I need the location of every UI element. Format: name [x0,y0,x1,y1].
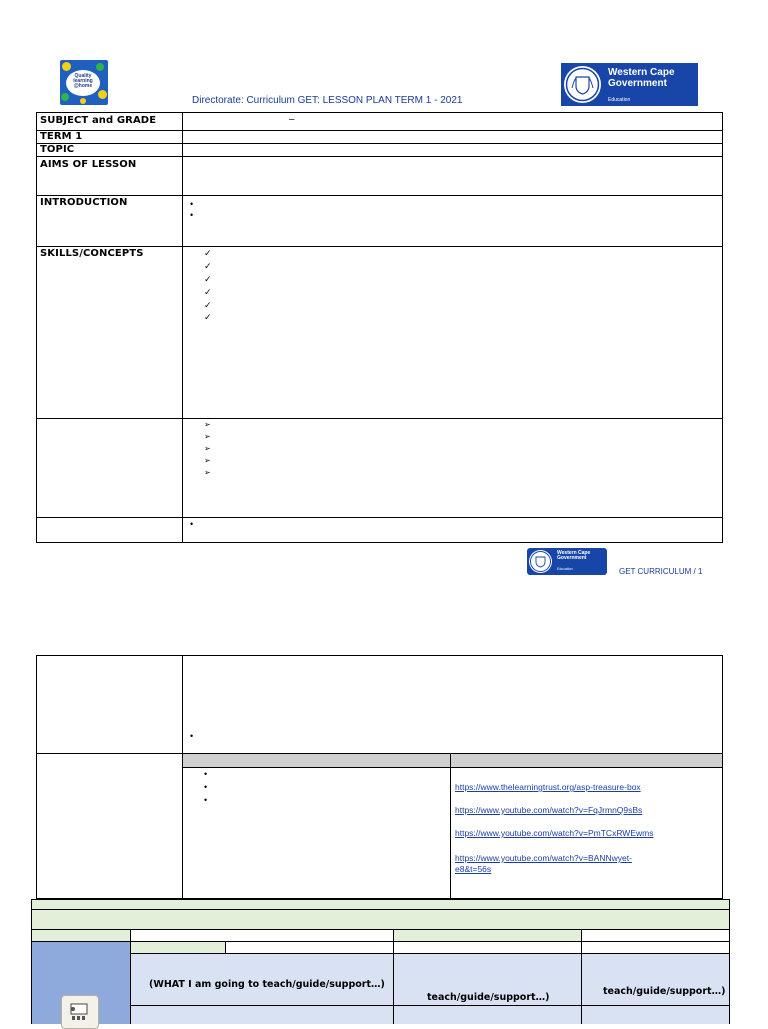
footer-western-cape-logo [527,548,607,575]
aims-label: AIMS OF LESSON [40,159,137,170]
check-icon: ✓ [204,300,212,310]
page-footer-label: GET CURRICULUM / 1 [619,567,703,576]
how-teach-header: teach/guide/support…) [427,992,550,1003]
footer-logo-line2: Government [557,555,587,562]
resource-link-learning-trust[interactable]: https://www.thelearningtrust.org/asp-treasure-box [455,782,641,792]
check-icon: ✓ [204,312,212,322]
bullet: • [190,519,194,529]
wc-logo-sub: Education [608,97,631,103]
footer-logo-line1: Western Cape [557,550,591,556]
check-icon: ✓ [204,274,212,284]
planning-table [31,899,730,1024]
resource-link-youtube-3[interactable]: https://www.youtube.com/watch?v=BANNwyet- [455,853,632,863]
arrow-bullet-icon: ➢ [204,468,211,477]
quality-learning-logo [60,60,108,105]
resource-link-youtube-1[interactable]: https://www.youtube.com/watch?v=FqJrmnQ9sBs [455,805,643,815]
coat-of-arms-icon [529,550,552,573]
skills-concepts-label: SKILLS/CONCEPTS [40,248,144,259]
resources-table [36,655,723,899]
what-teach-header: (WHAT I am going to teach/guide/support…) [149,979,385,990]
arrow-bullet-icon: ➢ [204,432,211,441]
check-icon: ✓ [204,287,212,297]
topic-label: TOPIC [40,144,75,155]
arrow-bullet-icon: ➢ [204,456,211,465]
bullet: • [190,731,194,741]
quality-learning-logo-text: Quality learning @home [66,70,100,96]
bullet: • [204,782,208,792]
arrow-bullet-icon: ➢ [204,444,211,453]
intro-bullet: • [190,210,194,220]
subject-grade-value[interactable]: – [289,114,295,125]
arrow-bullet-icon: ➢ [204,420,211,429]
footer-logo-sub: Education [557,567,573,571]
directorate-heading: Directorate: Curriculum GET: LESSON PLAN TERM 1 - 2021 [192,95,463,106]
resource-link-youtube-2[interactable]: https://www.youtube.com/watch?v=PmTCxRWEwms [455,828,654,838]
lesson-plan-table [36,112,723,543]
support-teach-header: teach/guide/support…) [603,986,726,997]
wc-logo-line1: Western Cape [608,67,675,78]
subject-grade-label: SUBJECT and GRADE [40,115,157,126]
coat-of-arms-icon [564,66,601,103]
introduction-label: INTRODUCTION [40,197,128,208]
term-label: TERM 1 [40,131,83,142]
check-icon: ✓ [204,248,212,258]
resource-link-youtube-3-cont[interactable]: e8&t=56s [455,864,492,874]
bullet: • [204,769,208,779]
bullet: • [204,795,208,805]
wc-logo-line2: Government [608,77,667,89]
check-icon: ✓ [204,261,212,271]
western-cape-logo [561,63,698,106]
intro-bullet: • [190,199,194,209]
